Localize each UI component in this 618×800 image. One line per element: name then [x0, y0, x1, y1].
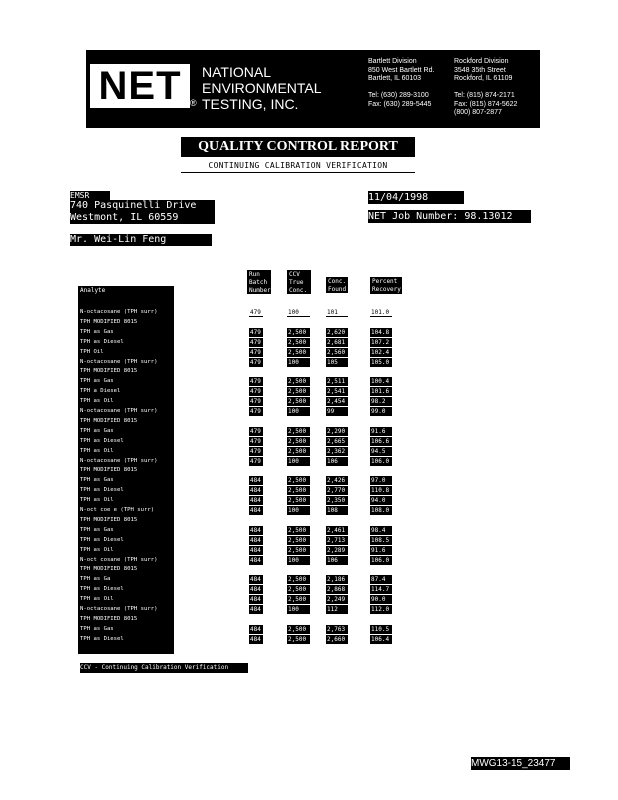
- table-row: [0, 348, 618, 357]
- run-batch-cell: 479: [249, 338, 263, 347]
- column-header-percent-recovery: [370, 277, 402, 294]
- ccv-true-conc-cell: 100: [287, 308, 310, 317]
- percent-recovery-cell: 106.0: [370, 457, 392, 466]
- analyte-cell: TPH as Ga: [80, 576, 111, 583]
- ccv-true-conc-cell: 100: [287, 358, 310, 367]
- header-line: True: [289, 279, 304, 286]
- ccv-true-conc-cell: 2,500: [287, 496, 310, 505]
- analyte-cell: TPH as Diesel: [80, 635, 124, 642]
- run-batch-cell: 479: [249, 437, 263, 446]
- table-row: [0, 427, 618, 436]
- analyte-cell: TPH as Oil: [80, 546, 114, 553]
- table-row: [0, 476, 618, 485]
- run-batch-cell: 479: [249, 377, 263, 386]
- address-line: Fax: (815) 874-5622: [454, 100, 518, 108]
- percent-recovery-cell: 114.7: [370, 585, 392, 594]
- conc-found-cell: 2,511: [326, 377, 348, 386]
- ccv-true-conc-cell: 2,500: [287, 447, 310, 456]
- percent-recovery-cell: 106.4: [370, 635, 392, 644]
- ccv-true-conc-cell: 100: [287, 605, 310, 614]
- analyte-cell: TPH as Diesel: [80, 338, 124, 345]
- header-line: Batch: [249, 279, 268, 286]
- analyte-cell: TPH as Gas: [80, 625, 114, 632]
- analyte-cell: TPH MODIFIED 8015: [80, 368, 138, 375]
- conc-found-cell: 2,770: [326, 486, 348, 495]
- run-batch-cell: 484: [249, 476, 263, 485]
- net-logo: NET: [90, 64, 190, 108]
- ccv-true-conc-cell: 100: [287, 556, 310, 565]
- address-line: Rockford Division: [454, 58, 509, 65]
- analyte-cell: TPH as Oil: [80, 398, 114, 405]
- percent-recovery-cell: 100.4: [370, 377, 392, 386]
- rockford-division-address: [454, 58, 517, 118]
- percent-recovery-cell: 98.4: [370, 526, 392, 535]
- run-batch-cell: 479: [249, 447, 263, 456]
- table-row: [0, 377, 618, 386]
- bartlett-division-address: [368, 58, 434, 109]
- address-line: Tel: (630) 289-3100: [368, 92, 429, 99]
- percent-recovery-cell: 101.0: [370, 308, 392, 317]
- ccv-true-conc-cell: 2,500: [287, 338, 310, 347]
- ccv-true-conc-cell: 2,500: [287, 585, 310, 594]
- job-number: NET Job Number: 98.13012: [368, 210, 531, 223]
- percent-recovery-cell: 110.8: [370, 486, 392, 495]
- percent-recovery-cell: 108.5: [370, 536, 392, 545]
- company-line: TESTING, INC.: [202, 96, 299, 112]
- analyte-cell: TPH Oil: [80, 348, 104, 355]
- conc-found-cell: 101: [326, 308, 348, 317]
- address-line-2: Westmont, IL 60559: [70, 212, 179, 223]
- ccv-true-conc-cell: 2,500: [287, 625, 310, 634]
- letterhead: [86, 50, 540, 128]
- table-row: [0, 358, 618, 367]
- client-contact: Mr. Wei-Lin Feng: [70, 234, 212, 246]
- conc-found-cell: 99: [326, 407, 348, 416]
- ccv-true-conc-cell: 100: [287, 506, 310, 515]
- ccv-true-conc-cell: 2,500: [287, 348, 310, 357]
- run-batch-cell: 484: [249, 605, 263, 614]
- run-batch-cell: 484: [249, 486, 263, 495]
- percent-recovery-cell: 98.2: [370, 397, 392, 406]
- run-batch-cell: 484: [249, 575, 263, 584]
- percent-recovery-cell: 87.4: [370, 575, 392, 584]
- conc-found-cell: 2,660: [326, 635, 348, 644]
- analyte-cell: TPH as Diesel: [80, 487, 124, 494]
- run-batch-cell: 484: [249, 546, 263, 555]
- table-row: [0, 585, 618, 594]
- address-line: [368, 84, 434, 93]
- analyte-cell: TPH as Gas: [80, 378, 114, 385]
- footnote: CCV - Continuing Calibration Verification: [80, 663, 248, 673]
- table-row: [0, 397, 618, 406]
- ccv-true-conc-cell: 2,500: [287, 387, 310, 396]
- table-row: [0, 625, 618, 634]
- percent-recovery-cell: 108.0: [370, 506, 392, 515]
- column-header-run-batch: [247, 270, 271, 294]
- analyte-cell: TPH as Gas: [80, 328, 114, 335]
- conc-found-cell: 105: [326, 358, 348, 367]
- run-batch-cell: 484: [249, 526, 263, 535]
- conc-found-cell: 2,290: [326, 427, 348, 436]
- conc-found-cell: 2,454: [326, 397, 348, 406]
- conc-found-cell: 2,541: [326, 387, 348, 396]
- table-row: [0, 526, 618, 535]
- table-row: [0, 595, 618, 604]
- percent-recovery-cell: 99.0: [370, 407, 392, 416]
- table-row: [0, 635, 618, 644]
- ccv-true-conc-cell: 2,500: [287, 486, 310, 495]
- analyte-cell: TPH MODIFIED 8015: [80, 516, 138, 523]
- company-line: NATIONAL: [202, 64, 271, 80]
- run-batch-cell: 484: [249, 506, 263, 515]
- conc-found-cell: 2,249: [326, 595, 348, 604]
- client-name: EMSR: [70, 191, 110, 200]
- analyte-cell: TPH as Diesel: [80, 536, 124, 543]
- analyte-cell: TPH MODIFIED 8015: [80, 615, 138, 622]
- conc-found-cell: 2,665: [326, 437, 348, 446]
- analyte-cell: TPH as Oil: [80, 596, 114, 603]
- column-header-conc-found: [326, 277, 348, 293]
- run-batch-cell: 479: [249, 407, 263, 416]
- address-line: Bartlett Division: [368, 58, 417, 65]
- analyte-cell: TPH as Gas: [80, 427, 114, 434]
- table-row: [0, 615, 618, 624]
- address-line: Fax: (630) 289-5445: [368, 100, 432, 108]
- address-line: 3548 35th Street: [454, 66, 506, 74]
- run-batch-cell: 479: [249, 348, 263, 357]
- address-line-1: 740 Pasquinelli Drive: [70, 200, 197, 211]
- header-line: Found: [328, 286, 347, 293]
- conc-found-cell: 112: [326, 605, 348, 614]
- ccv-true-conc-cell: 2,500: [287, 397, 310, 406]
- analyte-cell: N-octacosane (TPH surr): [80, 457, 158, 464]
- analyte-cell: N-octacosane (TPH surr): [80, 309, 158, 315]
- percent-recovery-cell: 110.5: [370, 625, 392, 634]
- table-row: [0, 328, 618, 337]
- analyte-cell: TPH MODIFIED 8015: [80, 467, 138, 474]
- header-line: Conc.: [328, 278, 347, 285]
- table-row: [0, 367, 618, 376]
- conc-found-cell: 2,426: [326, 476, 348, 485]
- analyte-cell: TPH MODIFIED 8015: [80, 318, 138, 325]
- table-row: [0, 417, 618, 426]
- header-line: Percent: [372, 278, 398, 285]
- analyte-cell: TPH MODIFIED 8015: [80, 566, 138, 573]
- ccv-true-conc-cell: 2,500: [287, 328, 310, 337]
- percent-recovery-cell: 102.4: [370, 348, 392, 357]
- ccv-true-conc-cell: 100: [287, 457, 310, 466]
- analyte-cell: TPH MODIFIED 8015: [80, 417, 138, 424]
- header-line: Number: [249, 287, 271, 294]
- percent-recovery-cell: 105.0: [370, 358, 392, 367]
- percent-recovery-cell: 91.6: [370, 427, 392, 436]
- ccv-true-conc-cell: 2,500: [287, 635, 310, 644]
- header-line: CCV: [289, 271, 300, 278]
- address-line: Bartlett, IL 60103: [368, 75, 422, 82]
- analyte-cell: N-octacosane (TPH surr): [80, 408, 158, 414]
- percent-recovery-cell: 90.0: [370, 595, 392, 604]
- table-row: [0, 466, 618, 475]
- company-name: [202, 64, 322, 112]
- percent-recovery-cell: 91.6: [370, 546, 392, 555]
- ccv-true-conc-cell: 2,500: [287, 526, 310, 535]
- percent-recovery-cell: 107.2: [370, 338, 392, 347]
- conc-found-cell: 2,681: [326, 338, 348, 347]
- conc-found-cell: 2,868: [326, 585, 348, 594]
- table-row: [0, 387, 618, 396]
- run-batch-cell: 484: [249, 585, 263, 594]
- percent-recovery-cell: 104.8: [370, 328, 392, 337]
- percent-recovery-cell: 112.0: [370, 605, 392, 614]
- registered-mark: ®: [190, 98, 197, 108]
- analyte-cell: TPH as Oil: [80, 447, 114, 454]
- analyte-cell: TPH as Diesel: [80, 586, 124, 593]
- address-line: 850 West Bartlett Rd.: [368, 66, 435, 74]
- header-line: Run: [249, 271, 260, 278]
- percent-recovery-cell: 101.6: [370, 387, 392, 396]
- run-batch-cell: 484: [249, 625, 263, 634]
- run-batch-cell: 484: [249, 635, 263, 644]
- analyte-cell: TPH as Diesel: [80, 437, 124, 444]
- analyte-cell: TPH as Gas: [80, 477, 114, 484]
- table-row: [0, 556, 618, 565]
- conc-found-cell: 2,186: [326, 575, 348, 584]
- ccv-true-conc-cell: 2,500: [287, 575, 310, 584]
- client-address: [70, 200, 215, 224]
- table-row: [0, 407, 618, 416]
- run-batch-cell: 479: [249, 328, 263, 337]
- header-line: Recovery: [372, 286, 401, 293]
- table-row: [0, 605, 618, 614]
- analyte-cell: N-oct cosane (TPH surr): [80, 556, 158, 563]
- ccv-true-conc-cell: 2,500: [287, 377, 310, 386]
- report-title: QUALITY CONTROL REPORT: [181, 137, 415, 157]
- conc-found-cell: 2,713: [326, 536, 348, 545]
- conc-found-cell: 106: [326, 556, 348, 565]
- header-line: Conc.: [289, 287, 308, 294]
- table-row: [0, 565, 618, 574]
- percent-recovery-cell: 106.0: [370, 556, 392, 565]
- percent-recovery-cell: 106.6: [370, 437, 392, 446]
- ccv-true-conc-cell: 2,500: [287, 595, 310, 604]
- run-batch-cell: 484: [249, 556, 263, 565]
- analyte-cell: N-octacosane (TPH surr): [80, 606, 158, 612]
- analyte-cell: TPH a Diesel: [80, 388, 121, 395]
- ccv-true-conc-cell: 2,500: [287, 536, 310, 545]
- table-row: [0, 457, 618, 466]
- run-batch-cell: 479: [249, 387, 263, 396]
- conc-found-cell: 2,461: [326, 526, 348, 535]
- run-batch-cell: 479: [249, 427, 263, 436]
- table-row: [0, 575, 618, 584]
- table-row: [0, 437, 618, 446]
- address-line: [454, 84, 517, 93]
- run-batch-cell: 479: [249, 397, 263, 406]
- run-batch-cell: 479: [249, 457, 263, 466]
- conc-found-cell: 108: [326, 506, 348, 515]
- conc-found-cell: 2,560: [326, 348, 348, 357]
- run-batch-cell: 484: [249, 536, 263, 545]
- run-batch-cell: 484: [249, 595, 263, 604]
- report-subtitle: CONTINUING CALIBRATION VERIFICATION: [181, 160, 415, 173]
- column-header-ccv-true-conc: [287, 270, 311, 294]
- table-row: [0, 318, 618, 327]
- conc-found-cell: 2,620: [326, 328, 348, 337]
- column-header-analyte: Analyte: [80, 287, 106, 294]
- conc-found-cell: 2,362: [326, 447, 348, 456]
- conc-found-cell: 106: [326, 457, 348, 466]
- percent-recovery-cell: 97.0: [370, 476, 392, 485]
- conc-found-cell: 2,289: [326, 546, 348, 555]
- address-line: Rockford, IL 61109: [454, 75, 513, 82]
- address-line: (800) 807-2877: [454, 109, 502, 116]
- table-row: [0, 546, 618, 555]
- ccv-true-conc-cell: 2,500: [287, 476, 310, 485]
- table-row: [0, 486, 618, 495]
- table-row: [0, 447, 618, 456]
- table-row: [0, 338, 618, 347]
- table-row: [0, 308, 618, 317]
- table-row: [0, 536, 618, 545]
- ccv-true-conc-cell: 2,500: [287, 427, 310, 436]
- document-id: MWG13-15_23477: [471, 757, 570, 770]
- conc-found-cell: 2,763: [326, 625, 348, 634]
- percent-recovery-cell: 94.5: [370, 447, 392, 456]
- report-date: 11/04/1998: [368, 191, 464, 204]
- analyte-cell: TPH as Gas: [80, 526, 114, 533]
- run-batch-cell: 479: [249, 308, 263, 317]
- company-line: ENVIRONMENTAL: [202, 80, 322, 96]
- table-row: [0, 506, 618, 515]
- table-row: [0, 496, 618, 505]
- analyte-cell: TPH as Oil: [80, 497, 114, 504]
- percent-recovery-cell: 94.0: [370, 496, 392, 505]
- ccv-true-conc-cell: 2,500: [287, 437, 310, 446]
- ccv-true-conc-cell: 100: [287, 407, 310, 416]
- conc-found-cell: 2,350: [326, 496, 348, 505]
- run-batch-cell: 484: [249, 496, 263, 505]
- table-row: [0, 516, 618, 525]
- analyte-cell: N-octacosane (TPH surr): [80, 358, 158, 365]
- run-batch-cell: 479: [249, 358, 263, 367]
- ccv-true-conc-cell: 2,500: [287, 546, 310, 555]
- analyte-cell: N-oct coe e (TPH surr): [80, 507, 155, 513]
- address-line: Tel: (815) 874-2171: [454, 92, 515, 99]
